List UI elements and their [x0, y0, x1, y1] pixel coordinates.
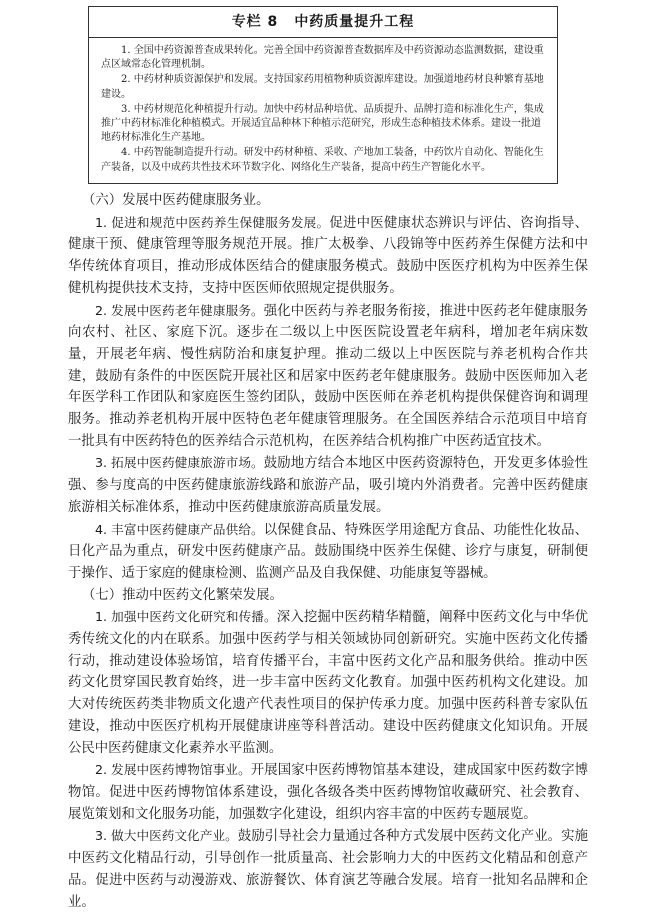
paragraph-lead: 3. 拓展中医药健康旅游市场。 [95, 455, 264, 471]
sidebar-box-heading: 中药质量提升工程 [294, 14, 415, 30]
paragraph-text: 强化中医药与养老服务衔接，推进中医药老年健康服务向农村、社区、家庭下沉。逐步在二级以上中医医院设置老年病科，增加老年病床数量，开展老年病、慢性病防治和康复护理。推动二级以上中医医院与养老机构合作共建，鼓励有条件的中医医院开展社区和居家中医药老年健康服务。鼓励中医医师加入老年医学科工作团队和家庭医生签约团队，鼓励中医医师在养老机构提供保健咨询和调理服务。推动养老机构开展中医特色老年健康管理服务。在全国医养结合示范项目中培育一批具有中医药特色的医养结合示范机构，在医养结合机构推广中医药适宜技术。 [68, 303, 588, 449]
sidebar-box-title [89, 7, 557, 38]
sidebar-box-label: 专栏 8 [231, 14, 279, 30]
section-heading: （六）发展中医药健康服务业。 [82, 193, 270, 208]
sidebar-box-item: 1. 全国中药资源普查成果转化。完善全国中药资源普查数据库及中药资源动态监测数据，建设重点区域常态化管理机制。 [101, 45, 544, 71]
paragraph [68, 300, 588, 453]
section-heading: （七）推动中医药文化繁荣发展。 [82, 587, 283, 603]
paragraph-text: 鼓励地方结合本地区中医药资源特色，开发更多体验性强、参与度高的中医药健康旅游线路和旅游产品，吸引境内外消费者。完善中医药健康旅游相关标准体系，推动中医药健康旅游高质量发展。 [68, 456, 588, 515]
sidebar-box-item: 3. 中药材规范化种植提升行动。加快中药材品种培优、品质提升、品牌打造和标准化生产，集成推广中药材标准化种植模式。开展适宜品种林下种植示范研究，形成生态种植技术体系。建设一批道地药材标准化生产基地。 [101, 103, 544, 144]
sidebar-box-item: 2. 中药材种质资源保护和发展。支持国家药用植物种质资源库建设。加强道地药材良种繁育基地建设。 [101, 74, 544, 100]
paragraph [68, 606, 588, 759]
paragraph-lead: 2. 发展中医药博物馆事业。 [95, 762, 251, 778]
paragraph [68, 825, 588, 913]
paragraph [68, 452, 588, 518]
paragraph-lead: 4. 丰富中医药健康产品供给。 [95, 521, 264, 537]
document-body [68, 190, 588, 913]
paragraph [68, 759, 588, 825]
paragraph-text: 深入挖掘中医药精华精髓，阐释中医药文化与中华优秀传统文化的内在联系。加强中医药学与相关领域协同创新研究。实施中医药文化传播行动，推动建设体验场馆，培育传播平台，丰富中医药文化产品和服务供给。推动中医药文化贯穿国民教育始终，进一步丰富中医药文化教育。加强中医药机构文化建设。加大对传统医药类非物质文化遗产代表性项目的保护传承力度。加强中医药科普专家队伍建设，推动中医医疗机构开展健康讲座等科普活动。建设中医药健康文化知识角。开展公民中医药健康文化素养水平监测。 [68, 610, 588, 756]
paragraph-text: 以保健食品、特殊医学用途配方食品、功能性化妆品、日化产品为重点，研发中医药健康产品。鼓励围绕中医养生保健、诊疗与康复，研制便于操作、适于家庭的健康检测、监测产品及自我保健、功能康复等器械。 [68, 522, 588, 581]
paragraph-text: 开展国家中医药博物馆基本建设，建成国家中医药数字博物馆。促进中医药博物馆体系建设，强化各级各类中医药博物馆收藏研究、社会教育、展览策划和文化服务功能，加强数字化建设，组织内容丰富的中医药专题展览。 [68, 763, 588, 822]
paragraph-lead: 3. 做大中医药文化产业。 [95, 828, 238, 844]
paragraph [68, 519, 588, 585]
sidebar-box-item: 4. 中药智能制造提升行动。研发中药材种植、采收、产地加工装备，中药饮片自动化、智能化生产装备，以及中成药共性技术环节数字化、网络化生产装备，提高中药生产智能化水平。 [101, 147, 544, 173]
paragraph-text: 促进中医健康状态辨识与评估、咨询指导、健康干预、健康管理等服务规范开展。推广太极拳、八段锦等中医药养生保健方法和中华传统体育项目，推动形成体医结合的健康服务模式。鼓励中医医疗机构为中医养生保健机构提供技术支持，支持中医医师依照规定提供服务。 [68, 215, 588, 296]
sidebar-box [88, 6, 558, 184]
paragraph-lead: 1. 促进和规范中医药养生保健服务发展。 [95, 214, 330, 230]
paragraph-lead: 2. 发展中医药老年健康服务。 [95, 302, 264, 318]
paragraph-text: 鼓励引导社会力量通过各种方式发展中医药文化产业。实施中医药文化精品行动，引导创作一批质量高、社会影响力大的中医药文化精品和创意产品。促进中医药与动漫游戏、旅游餐饮、体育演艺等融合发展。培育一批知名品牌和企业。 [68, 829, 588, 910]
paragraph-lead: 1. 加强中医药文化研究和传播。 [95, 609, 277, 625]
sidebar-box-body [89, 38, 557, 175]
paragraph [68, 212, 588, 300]
